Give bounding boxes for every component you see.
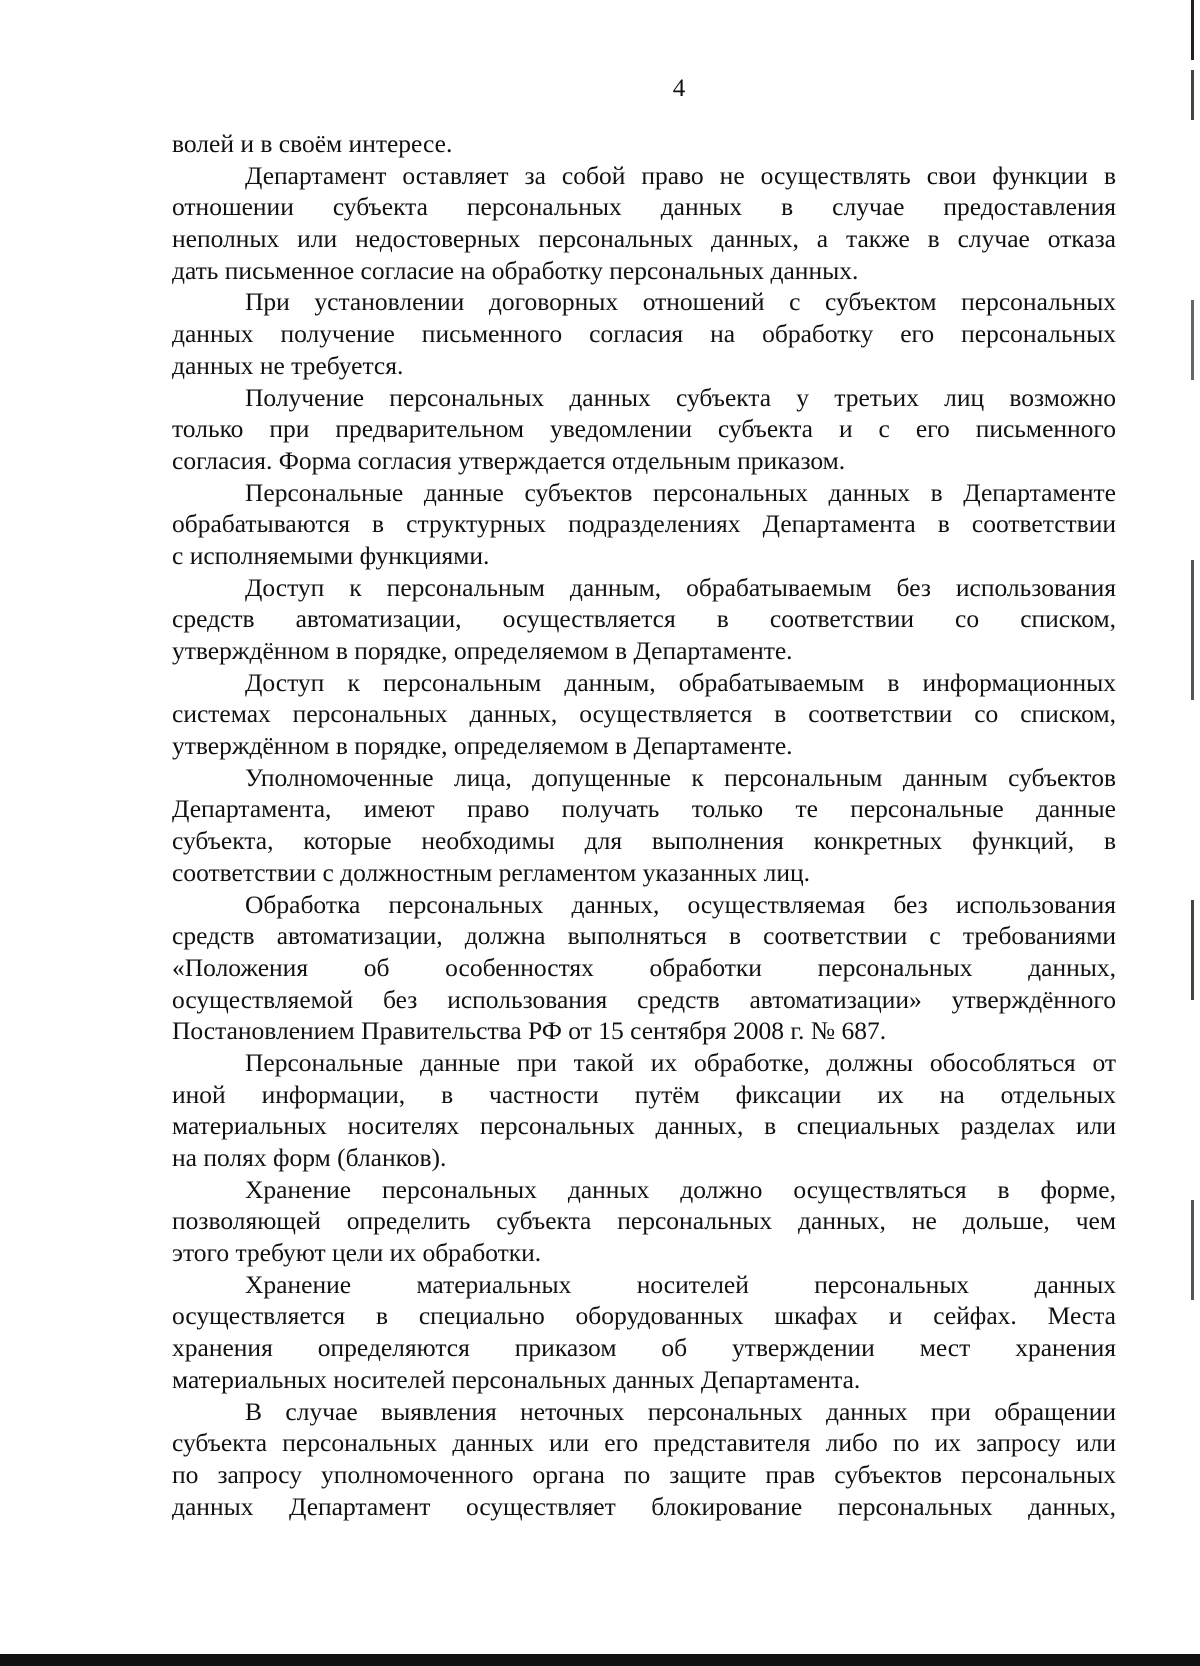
text-line: материальных носителей персональных данных Департамента. bbox=[172, 1364, 861, 1394]
text-line: субъекта персональных данных или его представителя либо по их запросу или bbox=[172, 1428, 1116, 1458]
text-line: Персональные данные при такой их обработке, должны обособляться от bbox=[245, 1047, 1116, 1077]
text-line: субъекта, которые необходимы для выполнения конкретных функций, в bbox=[172, 826, 1116, 856]
text-line: осуществляемой без использования средств автоматизации» утверждённого bbox=[172, 984, 1116, 1014]
body-text bbox=[172, 128, 1116, 1522]
text-line: этого требуют цели их обработки. bbox=[172, 1238, 542, 1268]
text-line: осуществляется в специально оборудованных шкафах и сейфах. Места bbox=[172, 1301, 1116, 1331]
text-line: утверждённом в порядке, определяемом в Департаменте. bbox=[172, 636, 793, 665]
text-line: При установлении договорных отношений с субъектом персональных bbox=[245, 287, 1116, 317]
text-line: волей и в своём интересе. bbox=[172, 129, 453, 158]
text-line: «Положения об особенностях обработки персональных данных, bbox=[172, 952, 1116, 982]
text-line: Хранение материальных носителей персональных данных bbox=[245, 1269, 1116, 1299]
text-line: данных не требуется. bbox=[172, 350, 404, 380]
text-line: Доступ к персональным данным, обрабатываемым в информационных bbox=[245, 667, 1116, 697]
text-line: дать письменное согласие на обработку персональных данных. bbox=[172, 255, 859, 285]
text-line: средств автоматизации, осуществляется в соответствии со списком, bbox=[172, 604, 1116, 634]
text-line: системах персональных данных, осуществляется в соответствии со списком, bbox=[172, 699, 1116, 729]
text-line: Доступ к персональным данным, обрабатываемым без использования bbox=[245, 572, 1116, 602]
text-line: утверждённом в порядке, определяемом в Департаменте. bbox=[172, 731, 793, 761]
text-line: по запросу уполномоченного органа по защите прав субъектов персональных bbox=[172, 1459, 1116, 1489]
text-line: согласия. Форма согласия утверждается отдельным приказом. bbox=[172, 445, 846, 475]
text-line: Постановлением Правительства РФ от 15 сентября 2008 г. № 687. bbox=[172, 1016, 887, 1046]
text-line: Департамент оставляет за собой право не осуществлять свои функции в bbox=[245, 160, 1116, 190]
text-line: на полях форм (бланков). bbox=[172, 1143, 447, 1172]
scan-bottom-bar bbox=[0, 1654, 1200, 1666]
text-line: отношении субъекта персональных данных в случае предоставления bbox=[172, 192, 1116, 222]
text-line: позволяющей определить субъекта персональных данных, не дольше, чем bbox=[172, 1206, 1116, 1236]
text-line: обрабатываются в структурных подразделениях Департамента в соответствии bbox=[172, 509, 1116, 539]
text-line: данных получение письменного согласия на обработку его персональных bbox=[172, 319, 1116, 349]
text-line: данных Департамент осуществляет блокирование персональных данных, bbox=[172, 1491, 1116, 1521]
text-line: Департамента, имеют право получать только те персональные данные bbox=[172, 794, 1116, 824]
text-line: Хранение персональных данных должно осуществляться в форме, bbox=[245, 1174, 1116, 1204]
text-line: Получение персональных данных субъекта у третьих лиц возможно bbox=[245, 382, 1116, 412]
text-line: Обработка персональных данных, осуществляемая без использования bbox=[245, 889, 1116, 919]
text-line: соответствии с должностным регламентом указанных лиц. bbox=[172, 857, 811, 887]
text-line: только при предварительном уведомлении субъекта и с его письменного bbox=[172, 414, 1116, 444]
text-line: В случае выявления неточных персональных данных при обращении bbox=[245, 1396, 1116, 1426]
text-line: Уполномоченные лица, допущенные к персональным данным субъектов bbox=[245, 762, 1116, 792]
scan-edge-artifact bbox=[1191, 0, 1194, 1600]
text-line: хранения определяются приказом об утверждении мест хранения bbox=[172, 1333, 1116, 1363]
text-line: Персональные данные субъектов персональных данных в Департаменте bbox=[245, 477, 1116, 507]
text-line: иной информации, в частности путём фиксации их на отдельных bbox=[172, 1079, 1116, 1109]
text-line: материальных носителях персональных данных, в специальных разделах или bbox=[172, 1111, 1116, 1141]
text-line: неполных или недостоверных персональных данных, а также в случае отказа bbox=[172, 224, 1116, 254]
text-line: средств автоматизации, должна выполняться в соответствии с требованиями bbox=[172, 921, 1116, 951]
page-number: 4 bbox=[672, 75, 686, 102]
text-line: с исполняемыми функциями. bbox=[172, 540, 490, 570]
